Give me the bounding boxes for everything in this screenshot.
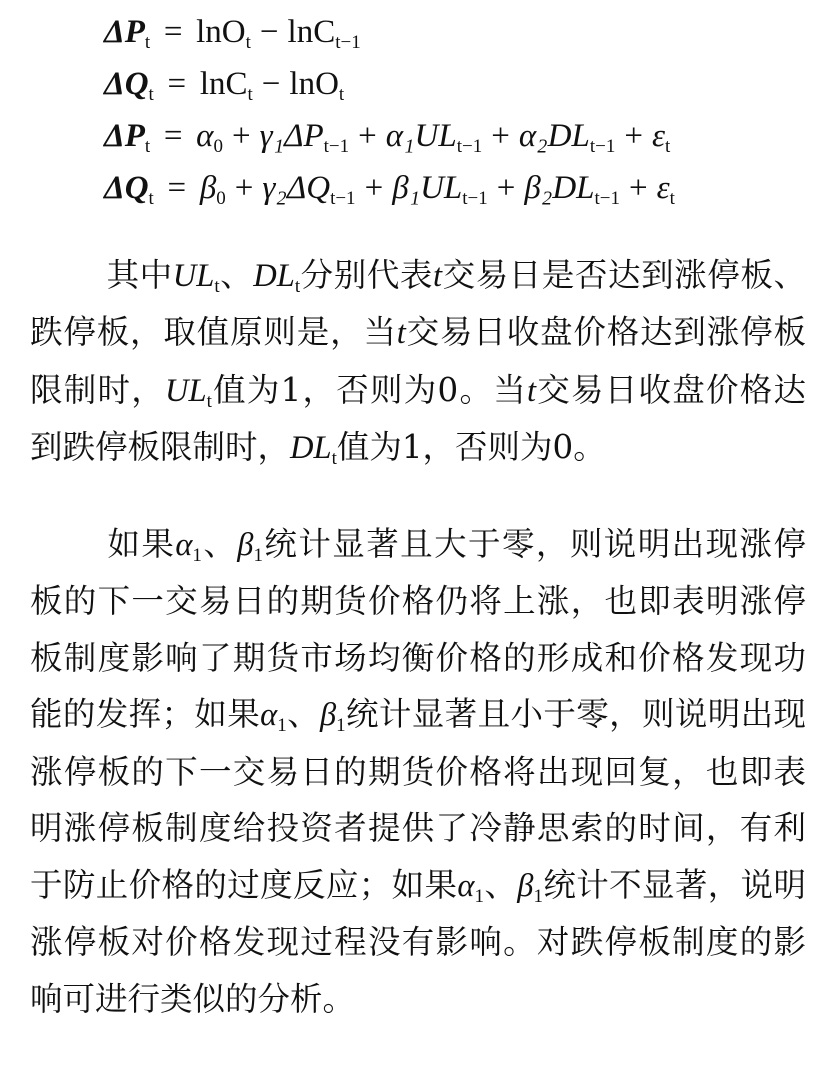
- equation-1: $\Delta P_t = \ln O_t - \ln C_{t-1}$: [104, 14, 361, 53]
- equation-2: $\Delta Q_t = \ln C_t - \ln O_t$: [104, 66, 345, 105]
- equation-3: $\Delta P_t = \alpha_0 + \gamma_1\Delta P_{t-1} + \alpha_1UL_{t-1} + \alpha_2DL_{t-1} + \varepsilon_t$: [104, 118, 671, 157]
- paragraph-interpretation: 如果$\alpha_1$、$\beta_1$统计显著且大于零，则说明出现涨停板的下一交易日的期货价格仍将上涨，也即表明涨停板制度影响了期货市场均衡价格的形成和价格发现功能的发挥；如果$\alpha_1$、$\beta_1$统计显著且小于零，则说明出现涨停板的下一交易日的期货价格将出现回复，也即表明涨停板制度给投资者提供了冷静思索的时间，有利于防止价格的过度反应；如果$\alpha_1$、$\beta_1$统计不显著，说明涨停板对价格发现过程没有影响。对跌停板制度的影响可进行类似的分析。: [30, 524, 806, 1018]
- equation-block: [104, 6, 804, 214]
- equation-4: $\Delta Q_t = \beta_0 + \gamma_2\Delta Q_{t-1} + \beta_1UL_{t-1} + \beta_2DL_{t-1} + \varepsilon_t$: [104, 170, 675, 209]
- paragraph-variable-definition: 其中$UL_t$、$DL_t$分别代表t交易日是否达到涨停板、跌停板，取值原则是，当t交易日收盘价格达到涨停板限制时，$UL_t$值为1，否则为0。当t交易日收盘价格达到跌停板限制时，$DL_t$值为1，否则为0。: [30, 255, 806, 469]
